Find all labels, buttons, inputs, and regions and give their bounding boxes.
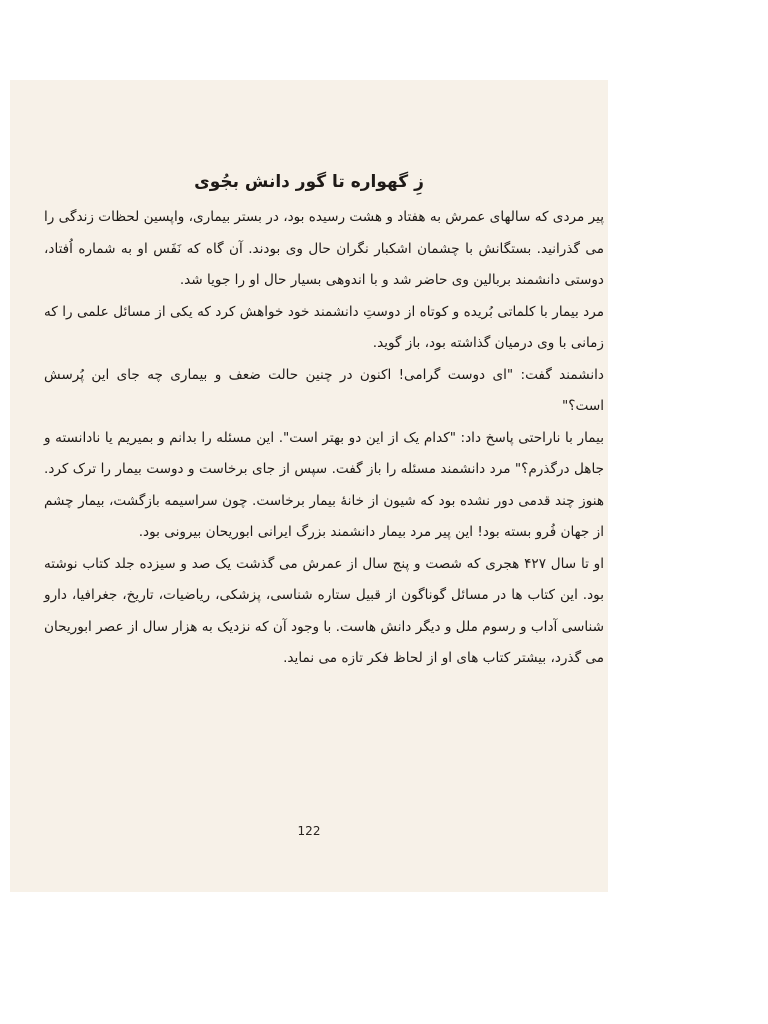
body-text — [44, 202, 604, 675]
book-page — [10, 80, 608, 892]
page-number: 122 — [297, 824, 321, 838]
paragraph: پیر مردی که سالهای عمرش به هفتاد و هشت رسیده بود، در بستر بیماری، واپسین لحظات زندگی را می گذرانید. بستگانش با چشمان اشکبار نگران حال وی بودند. آن گاه که نَفَس او به شماره اُفتاد، دوستی دانشمند بربالین وی حاضر شد و با اندوهی بسیار حال او را جویا شد. — [44, 209, 604, 288]
paragraph: دانشمند گفت: "ای دوست گرامی! اکنون در چنین حالت ضعف و بیماری چه جای این پُرسش است؟" — [44, 366, 604, 414]
paragraph: مرد بیمار با کلماتی بُریده و کوتاه از دوستِ دانشمند خود خواهش کرد که یکی از مسائل علمی را که زمانی با وی درمیان گذاشته بود، باز گوید. — [44, 303, 604, 351]
paragraph: بیمار با ناراحتی پاسخ داد: "کدام یک از این دو بهتر است". این مسئله را بدانم و بمیریم یا نادانسته و جاهل درگذرم؟" مرد دانشمند مسئله را باز گفت. سپس از جای برخاست و دوست بیمار را ترک کرد. هنوز چند قدمی دور نشده بود که شیون از خانهٔ بیمار برخاست. چون سراسیمه بازگشت، بیمار چشم از جهان فُرو بسته بود! این پیر مرد بیمار دانشمند بزرگ ایرانی ابوریحان بیرونی بود. — [44, 429, 604, 540]
page-title: زِ گهواره تا گور دانش بجُوی — [194, 172, 424, 192]
paragraph: او تا سال ۴۲۷ هجری که شصت و پنج سال از عمرش می گذشت یک صد و سیزده جلد کتاب نوشته بود. این کتاب ها در مسائل گوناگون از قبیل ستاره شناسی، پزشکی، ریاضیات، تاریخ، جغرافیا، دارو شناسی آداب و رسوم ملل و دیگر دانش هاست. با وجود آن که نزدیک به هزار سال از عصر ابوریحان می گذرد، بیشتر کتاب های او از لحاظ فکر تازه می نماید. — [44, 555, 605, 666]
